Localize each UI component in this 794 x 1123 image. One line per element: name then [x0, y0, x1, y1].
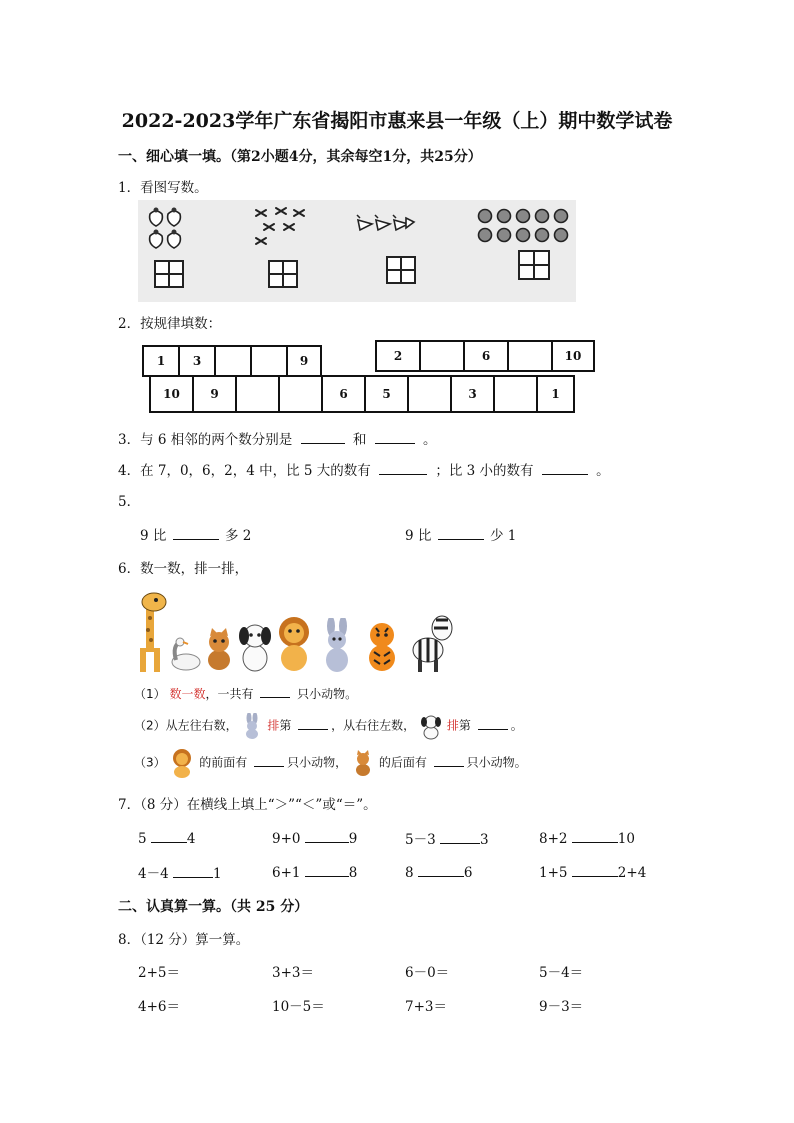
compare-item [272, 828, 357, 847]
fruit-group-icon [146, 206, 194, 252]
q6-3-end: 只小动物。 [466, 755, 527, 770]
calc-item: 4+6＝ [138, 999, 180, 1015]
q6-3-text-b: 只小动物， [287, 755, 348, 770]
answer-blank[interactable] [305, 828, 349, 843]
strip1-cell[interactable] [216, 347, 252, 375]
question-6-2 [134, 712, 523, 740]
answer-blank[interactable] [173, 525, 219, 540]
carrot-group-icon [356, 214, 416, 240]
strip3-cell: 10 [151, 377, 194, 411]
compare-item [405, 862, 472, 881]
question-2-label: 2．按规律填数： [118, 316, 222, 332]
compare-left: 5－3 [405, 832, 436, 848]
strip3-cell[interactable] [280, 377, 323, 411]
question-4-end: 。 [596, 463, 610, 479]
calc-item: 3+3＝ [272, 965, 314, 981]
answer-blank[interactable] [572, 828, 618, 843]
q6-1-num: （1） [134, 687, 166, 701]
compare-left: 8 [405, 865, 414, 881]
answer-blank[interactable] [298, 715, 328, 730]
dragonfly-group-icon [250, 204, 310, 248]
question-3-end: 。 [422, 432, 437, 448]
calc-item: 5－4＝ [539, 965, 584, 981]
question-5-left [140, 524, 251, 544]
compare-right: 4 [186, 831, 196, 847]
dog-icon [236, 622, 274, 672]
rabbit-icon [241, 713, 263, 739]
calc-item: 10－5＝ [272, 999, 325, 1015]
q5-right-end: 少 1 [489, 528, 517, 544]
compare-item [138, 828, 195, 847]
dog-icon [419, 712, 443, 740]
answer-blank[interactable] [260, 683, 290, 698]
q6-2-text-b: 第 [279, 718, 292, 733]
answer-blank[interactable] [173, 863, 213, 878]
lion-icon [169, 748, 195, 778]
strip3-cell[interactable] [495, 377, 538, 411]
compare-left: 4－4 [138, 866, 169, 882]
answer-blank[interactable] [254, 752, 284, 767]
rabbit-icon [318, 618, 356, 672]
answer-blank[interactable] [434, 752, 464, 767]
sequence-strip-3 [149, 375, 575, 413]
tiger-icon [362, 620, 402, 672]
strip3-cell: 5 [366, 377, 409, 411]
strip3-cell[interactable] [237, 377, 280, 411]
compare-left: 6+1 [272, 865, 301, 881]
question-7-label: 7．（8 分）在横线上填上“＞”“＜”或“＝”。 [118, 797, 377, 813]
strip2-cell: 6 [465, 342, 509, 370]
answer-blank[interactable] [478, 715, 508, 730]
compare-left: 5 [138, 831, 147, 847]
zebra-icon [406, 614, 456, 672]
q6-1-text: ，一共有 [205, 687, 254, 701]
compare-item [272, 862, 357, 881]
sequence-strip-2 [375, 340, 595, 372]
question-6-1 [134, 683, 357, 702]
answer-box-4[interactable] [518, 250, 550, 280]
answer-blank[interactable] [301, 429, 345, 444]
page-title: 2022-2023学年广东省揭阳市惠来县一年级（上）期中数学试卷 [121, 110, 673, 132]
answer-blank[interactable] [418, 862, 464, 877]
q6-2-text-c: ，从右往左数， [331, 718, 416, 733]
answer-blank[interactable] [572, 862, 618, 877]
compare-right: 2+4 [617, 865, 647, 881]
answer-blank[interactable] [542, 460, 588, 475]
q6-1-red-text: 数一数 [169, 687, 206, 701]
picture-count-panel [138, 200, 576, 302]
strip3-cell[interactable] [409, 377, 452, 411]
section-heading-1: 一、细心填一填。（第2小题4分，其余每空1分，共25分） [118, 149, 482, 165]
compare-item [405, 828, 489, 848]
q6-3-text-a: 的前面有 [199, 755, 248, 770]
cat-icon [202, 628, 236, 672]
strip1-cell: 3 [180, 347, 216, 375]
compare-item [539, 828, 635, 847]
answer-blank[interactable] [440, 829, 480, 844]
compare-right: 10 [617, 831, 635, 847]
question-8-label: 8．（12 分）算一算。 [118, 932, 250, 948]
strip2-cell: 10 [564, 349, 582, 363]
compare-right: 1 [212, 866, 222, 882]
q6-2-end: 。 [510, 718, 523, 733]
calc-item: 6－0＝ [405, 965, 450, 981]
calc-item: 7+3＝ [405, 999, 447, 1015]
compare-left: 8+2 [539, 831, 568, 847]
calc-item: 9－3＝ [539, 999, 584, 1015]
answer-blank[interactable] [438, 525, 484, 540]
strip2-cell[interactable] [509, 342, 553, 370]
answer-blank[interactable] [151, 828, 187, 843]
section-heading-2: 二、认真算一算。（共 25 分） [118, 899, 309, 915]
answer-blank[interactable] [375, 429, 415, 444]
q6-2-red-2: 排 [446, 718, 459, 733]
compare-right: 9 [348, 831, 358, 847]
question-6-label: 6．数一数，排一排， [118, 561, 249, 577]
question-4-text-a: 4．在 7，0，6，2，4 中，比 5 大的数有 [118, 463, 371, 479]
question-3-and: 和 [352, 432, 367, 448]
strip3-cell: 9 [194, 377, 237, 411]
question-3 [118, 428, 436, 448]
strip3-cell: 1 [551, 387, 560, 401]
compare-left: 1+5 [539, 865, 568, 881]
answer-blank[interactable] [379, 460, 427, 475]
swan-icon [168, 636, 202, 672]
strip1-cell[interactable] [252, 347, 288, 375]
compare-item [138, 862, 222, 882]
strip3-cell: 3 [452, 377, 495, 411]
answer-box-3[interactable] [386, 256, 416, 284]
lion-icon [274, 616, 314, 672]
strip2-cell: 2 [377, 342, 421, 370]
q6-2-num: （2） [134, 718, 166, 733]
q6-3-text-c: 的后面有 [378, 755, 427, 770]
question-4 [118, 459, 610, 479]
question-1-label: 1．看图写数。 [118, 180, 208, 196]
question-3-text: 3．与 6 相邻的两个数分别是 [118, 432, 293, 448]
q5-left-end: 多 2 [224, 528, 252, 544]
q5-left-text: 9 比 [140, 528, 167, 544]
strip1-cell: 9 [299, 354, 309, 368]
answer-box-2[interactable] [268, 260, 298, 288]
strip3-cell: 6 [323, 377, 366, 411]
answer-box-1[interactable] [154, 260, 184, 288]
compare-grid [138, 828, 698, 888]
sequence-strip-1 [142, 345, 322, 377]
q6-3-num: （3） [134, 755, 166, 770]
cat-icon [351, 749, 375, 777]
q6-2-text-a: 从左往右数， [165, 718, 238, 733]
q6-1-end: 只小动物。 [297, 687, 358, 701]
compare-left: 9+0 [272, 831, 301, 847]
circle-group-icon [476, 206, 576, 246]
question-4-text-b: ；比 3 小的数有 [435, 463, 534, 479]
strip1-cell: 1 [144, 347, 180, 375]
strip2-cell[interactable] [421, 342, 465, 370]
compare-item [539, 862, 646, 881]
compare-right: 3 [479, 832, 489, 848]
q5-right-text: 9 比 [405, 528, 432, 544]
calc-grid [138, 961, 698, 1021]
compare-right: 8 [348, 865, 358, 881]
question-5-label: 5． [118, 494, 141, 510]
q6-2-text-d: 第 [458, 718, 471, 733]
q6-2-red-1: 排 [267, 718, 280, 733]
answer-blank[interactable] [305, 862, 349, 877]
question-5-right [405, 524, 516, 544]
calc-item: 2+5＝ [138, 965, 180, 981]
question-6-3 [134, 748, 527, 778]
compare-right: 6 [463, 865, 473, 881]
